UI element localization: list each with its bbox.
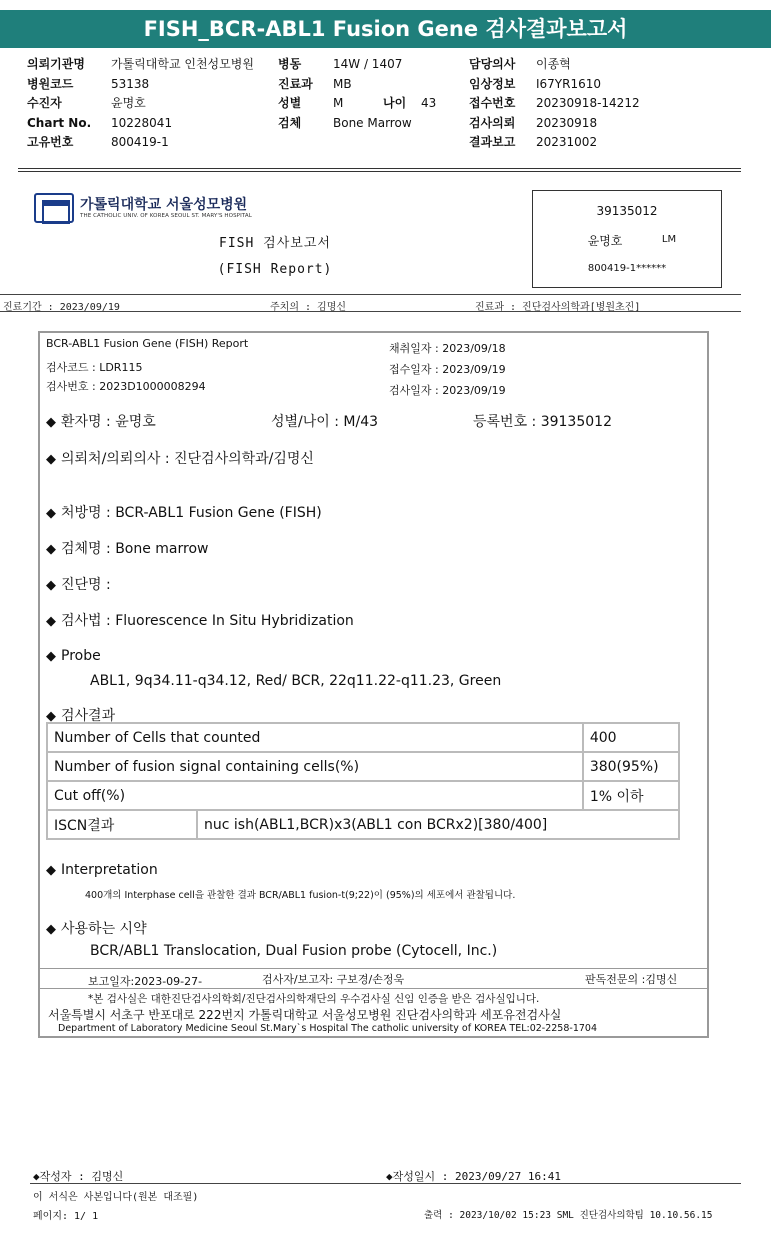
hospital-subname: THE CATHOLIC UNIV. OF KOREA SEOUL ST. MARY'S HOSPITAL: [80, 213, 252, 219]
iscn-value: nuc ish(ABL1,BCR)x3(ABL1 con BCRx2)[380/400]: [197, 810, 679, 839]
method-row: [46, 610, 354, 630]
result-table: [46, 722, 680, 840]
diagnosis: 진단명 :: [61, 577, 111, 593]
report-box: [38, 331, 709, 1038]
meta-label: 성별: [278, 96, 302, 110]
print-info: 출력 : 2023/10/02 15:23 SML 진단검사의학팀 10.10.56.15: [424, 1210, 713, 1221]
result-label: 검사결과: [61, 708, 116, 724]
diamond-icon: ◆: [46, 614, 56, 629]
prescription: 처방명 : BCR-ABL1 Fusion Gene (FISH): [61, 505, 322, 521]
diagnosis-row: [46, 574, 111, 594]
requester: 의뢰처/의뢰의사 : 진단검사의학과/김명신: [61, 451, 314, 467]
lab-address: 서울특별시 서초구 반포대로 222번지 가톨릭대학교 서울성모병원 진단검사의학과 세포유전검사실: [48, 1008, 562, 1022]
meta-value: M: [333, 96, 344, 110]
receipt-date-label: 접수일자 : 2023/: [389, 363, 474, 376]
method: 검사법 : Fluorescence In Situ Hybridization: [61, 613, 354, 629]
written-at: ◆작성일시 : 2023/09/27 16:41: [386, 1170, 561, 1183]
registration-number: 등록번호 : 39135012: [473, 414, 612, 430]
meta-label: 병원코드: [27, 76, 74, 91]
specimen: 검체명 : Bone marrow: [61, 541, 209, 557]
interpretation-text: 400개의 Interphase cell을 관찰한 결과 BCR/ABL1 fusion-t(9;22)이 (95%)의 세포에서 관찰됩니다.: [85, 890, 516, 901]
meta-label: 검사의뢰: [469, 115, 516, 130]
hospital-logo: [34, 193, 254, 225]
diamond-icon: ◆: [46, 452, 56, 467]
collect-date-value: 09/18: [473, 342, 506, 355]
author: ◆작성자 : 김명신: [33, 1170, 124, 1183]
report-footer-line-2: [40, 988, 707, 989]
meta-value: 20230918-14212: [536, 96, 640, 110]
meta-label: 나이: [383, 96, 407, 110]
table-row: [47, 723, 679, 752]
meta-label: 수진자: [27, 96, 62, 110]
meta-value: 10228041: [111, 115, 173, 130]
certification-note: *본 검사실은 대한진단검사의학회/진단검사의학재단의 우수검사실 신임 인증을 받은 검사실입니다.: [88, 993, 540, 1005]
table-row: [47, 752, 679, 781]
test-date: [389, 382, 506, 398]
id-resident: 800419-1******: [587, 263, 667, 274]
table-row: [47, 810, 679, 839]
meta-value: 윤명호: [111, 96, 146, 110]
meta-value: 이종혁: [536, 57, 571, 71]
receipt-date-value: 09/19: [473, 363, 506, 376]
diamond-icon: ◆: [46, 922, 56, 937]
id-name: 윤명호: [587, 234, 623, 248]
reagent-row: [46, 918, 147, 938]
patient-name: 환자명 : 윤명호: [61, 414, 156, 430]
meta-label: Chart No.: [27, 115, 92, 130]
meta-value: 43: [421, 96, 437, 110]
collect-date-label: 채취일자 : 2023/: [389, 342, 474, 355]
meta-value: 가톨릭대학교 인천성모병원: [111, 57, 254, 71]
hospital-name: 가톨릭대학교 서울성모병원: [80, 197, 248, 213]
visit-period: 진료기간 : 2023/09/19: [3, 302, 120, 313]
report-number: 검사번호 : 2023D1000008294: [46, 380, 206, 393]
meta-label: 임상정보: [469, 76, 516, 91]
page-number: 페이지: 1/ 1: [33, 1211, 99, 1222]
specimen-row: [46, 538, 209, 558]
table-row: [47, 781, 679, 810]
table-cell: 1% 이하: [583, 781, 679, 810]
patient-id-box: [532, 190, 722, 288]
meta-mid: [278, 55, 458, 155]
diamond-icon: ◆: [46, 542, 56, 557]
meta-value: I67YR1610: [536, 76, 602, 91]
examiner: 검사자/보고자: 구보경/손정욱: [262, 973, 405, 986]
id-number: 39135012: [596, 204, 658, 218]
diamond-icon: ◆: [46, 709, 56, 724]
meta-right: [469, 55, 719, 155]
reagent-label: 사용하는 시약: [61, 921, 147, 937]
page-title: FISH_BCR-ABL1 Fusion Gene 검사결과보고서: [0, 10, 771, 48]
interpretation-label: Interpretation: [61, 862, 158, 878]
meta-label: 결과보고: [469, 135, 516, 149]
meta-label: 병동: [278, 57, 302, 71]
report-title: FISH 검사보고서: [219, 236, 331, 251]
table-cell: 380(95%): [583, 752, 679, 781]
id-code: LM: [661, 234, 677, 245]
meta-label: 접수번호: [469, 96, 516, 110]
interpretation-row: [46, 862, 158, 878]
diamond-icon: ◆: [46, 506, 56, 521]
table-cell: 400: [583, 723, 679, 752]
meta-label: 고유번호: [27, 135, 74, 149]
copy-note: 이 서식은 사본입니다(원본 대조필): [33, 1192, 199, 1203]
report-footer-line: [40, 968, 707, 969]
visit-doctor: 주치의 : 김명신: [270, 302, 347, 313]
reagent-text: BCR/ABL1 Translocation, Dual Fusion probe (Cytocell, Inc.): [90, 943, 498, 959]
meta-label: 검체: [278, 115, 302, 130]
meta-label: 담당의사: [469, 57, 516, 71]
patient-name-row: [46, 411, 156, 431]
test-date-value: 09/19: [473, 384, 506, 397]
visit-dept: 진료과 : 진단검사의학과[병원초진]: [475, 302, 641, 313]
meta-left: [27, 55, 277, 155]
meta-label: 의뢰기관명: [27, 57, 85, 71]
meta-value: 53138: [111, 76, 150, 91]
prescription-row: [46, 502, 322, 522]
table-cell: Cut off(%): [47, 781, 583, 810]
diamond-icon: ◆: [46, 415, 56, 430]
test-date-label: 검사일자 : 2023/: [389, 384, 474, 397]
hospital-emblem-icon: [34, 193, 74, 223]
visit-bottom-line: [0, 311, 741, 312]
meta-value: Bone Marrow: [333, 115, 412, 130]
meta-value: 20230918: [536, 115, 598, 130]
requester-row: [46, 448, 314, 468]
report-code: 검사코드 : LDR115: [46, 361, 143, 374]
collect-date: [389, 340, 506, 356]
iscn-label: ISCN결과: [47, 810, 197, 839]
probe-text: ABL1, 9q34.11-q34.12, Red/ BCR, 22q11.22-q11.23, Green: [90, 673, 502, 689]
report-date: 보고일자:2023-09-27-: [88, 975, 203, 988]
meta-value: 800419-1: [111, 135, 169, 149]
diamond-icon: ◆: [46, 649, 56, 664]
meta-value: 14W / 1407: [333, 57, 403, 71]
header-divider: [18, 168, 741, 172]
table-cell: Number of Cells that counted: [47, 723, 583, 752]
receipt-date: [389, 361, 506, 377]
report-title-en: (FISH Report): [217, 262, 333, 277]
probe-row: [46, 648, 101, 664]
probe-label: Probe: [61, 648, 101, 664]
sex-age: 성별/나이 : M/43: [271, 414, 379, 430]
meta-value: 20231002: [536, 135, 598, 149]
lab-department-en: Department of Laboratory Medicine Seoul St.Mary`s Hospital The catholic university of KOREA TEL:02-2258-1704: [58, 1023, 598, 1034]
visit-top-line: [0, 294, 741, 295]
table-cell: Number of fusion signal containing cells(%): [47, 752, 583, 781]
diamond-icon: ◆: [46, 578, 56, 593]
report-head-title: BCR-ABL1 Fusion Gene (FISH) Report: [46, 337, 249, 350]
meta-value: MB: [333, 76, 352, 91]
specialist: 판독전문의 :김명신: [585, 973, 678, 986]
meta-label: 진료과: [278, 76, 313, 91]
diamond-icon: ◆: [46, 863, 56, 878]
